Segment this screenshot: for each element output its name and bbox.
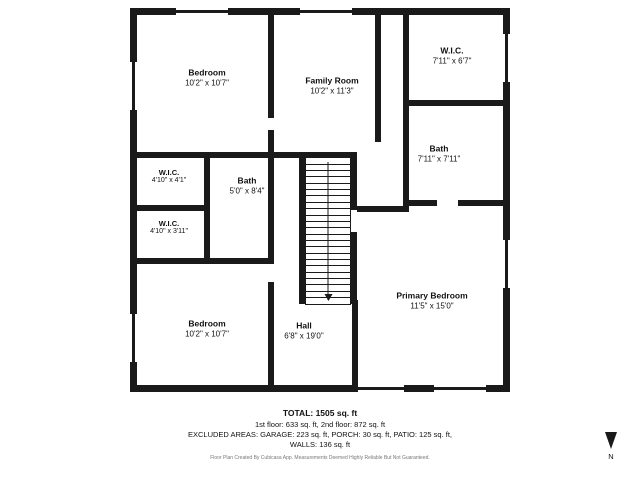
room-name: Family Room	[305, 75, 359, 86]
room-label-bath-middle	[230, 176, 265, 197]
room-dimensions: 6'8" x 19'0"	[284, 331, 324, 341]
room-label-bedroom-top-left	[185, 68, 229, 89]
room-label-bedroom-bottom-left	[185, 319, 229, 340]
wall-interior-bath-right	[268, 152, 274, 264]
total-area: TOTAL: 1505 sq. ft	[282, 408, 358, 418]
wall-interior-bedroom-family-b	[268, 130, 274, 152]
wall-interior-bath-right-left	[403, 106, 409, 206]
wall-interior-bedroom-top-bottom	[130, 152, 274, 158]
wall-interior-wic-divider	[130, 205, 210, 211]
room-label-family-room	[305, 76, 358, 97]
room-name: Bath	[237, 175, 257, 186]
wall-interior-bedroom-family	[268, 8, 274, 118]
wall-exterior-left-b	[130, 110, 137, 314]
excluded-areas: EXCLUDED AREAS: GARAGE: 223 sq. ft, PORCH: 30 sq. ft, PATIO: 125 sq. ft,	[188, 430, 452, 439]
wall-interior-hall-left	[268, 282, 274, 392]
wall-interior-bath-right-bottom-b	[458, 200, 510, 206]
floor-plan-summary	[0, 408, 640, 461]
window-right-upper	[505, 34, 508, 82]
room-label-hall	[284, 321, 323, 342]
room-name: W.I.C.	[158, 218, 180, 228]
room-dimensions: 10'2" x 11'3"	[310, 86, 354, 96]
room-label-bath-right	[418, 144, 461, 165]
wall-exterior-top-b	[228, 8, 300, 15]
wall-exterior-bottom-c	[486, 385, 510, 392]
stairs-direction-arrow	[328, 162, 329, 300]
room-name: Bedroom	[188, 67, 226, 78]
room-name: W.I.C.	[440, 45, 464, 56]
room-name: Bath	[429, 143, 449, 154]
wall-stairwell-right-b	[351, 232, 357, 304]
floor-breakdown: 1st floor: 633 sq. ft, 2nd floor: 872 sq. ft	[254, 420, 386, 429]
room-name: Primary Bedroom	[396, 290, 468, 301]
wall-exterior-bottom-b	[404, 385, 434, 392]
wall-interior-hall-right	[352, 300, 358, 392]
wall-interior-wic-right-left	[403, 8, 409, 106]
room-name: W.I.C.	[158, 167, 180, 177]
room-dimensions: 11'5" x 15'0"	[410, 301, 454, 311]
room-label-wic-middle-lower	[150, 219, 188, 237]
window-left-upper	[132, 62, 135, 110]
wall-interior-wic-right-bottom	[403, 100, 510, 106]
room-name: Bedroom	[188, 318, 226, 329]
wall-interior-primary-top	[357, 206, 409, 212]
window-bottom-left	[352, 387, 404, 390]
room-dimensions: 10'2" x 10'7"	[185, 329, 229, 339]
wall-exterior-left-a	[130, 8, 137, 62]
wall-exterior-right-a	[503, 8, 510, 34]
room-dimensions: 10'2" x 10'7"	[185, 78, 229, 88]
room-name: Hall	[296, 320, 312, 331]
wall-stairwell-right	[351, 152, 357, 210]
room-dimensions: 4'10" x 3'11"	[150, 228, 188, 236]
disclaimer-text: Floor Plan Created By Cubicasa App. Measurements Deemed Highly Reliable But Not Guaranteed.	[210, 455, 430, 461]
room-label-primary-bedroom	[396, 291, 467, 312]
wall-exterior-right-c	[503, 288, 510, 392]
compass-north-label: N	[608, 452, 614, 461]
walls-area: WALLS: 136 sq. ft	[289, 440, 351, 449]
compass-needle-icon	[605, 432, 617, 449]
window-top-left	[176, 10, 228, 13]
wall-interior-mid-bottom	[130, 258, 274, 264]
wall-exterior-bottom-a	[130, 385, 352, 392]
wall-interior-family-right	[375, 8, 381, 142]
window-right-lower	[505, 240, 508, 288]
staircase	[305, 157, 351, 305]
window-top-right	[300, 10, 352, 13]
room-label-wic-top-right	[433, 46, 472, 67]
room-dimensions: 7'11" x 6'7"	[432, 56, 472, 66]
room-dimensions: 4'10" x 4'1"	[151, 177, 187, 185]
room-dimensions: 7'11" x 7'11"	[417, 154, 461, 164]
room-dimensions: 5'0" x 8'4"	[229, 186, 265, 196]
window-left-lower	[132, 314, 135, 362]
compass-icon	[596, 432, 626, 468]
room-label-wic-middle-upper	[152, 168, 187, 186]
window-bottom-right	[434, 387, 486, 390]
